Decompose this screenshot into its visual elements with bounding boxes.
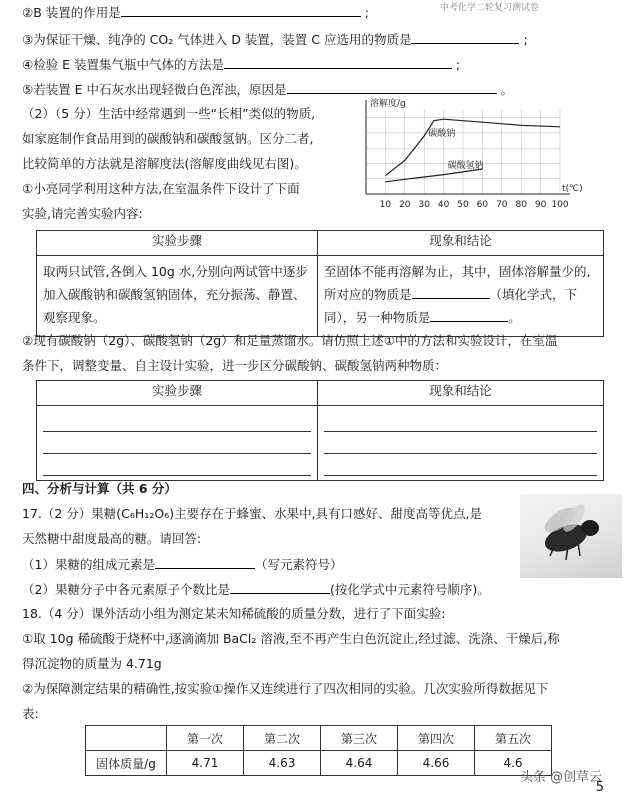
- results-cell: 至固体不能再溶解为止，其中，固体溶解量少的, 所对应的物质是 （填化学式，下 同），另一种物质是 。: [318, 256, 604, 337]
- x-tick-label: 80: [515, 200, 527, 210]
- x-tick-label: 10: [379, 200, 392, 210]
- q2-para-7: 条件下，调整变量、自主设计实验，进一步区分碳酸钠、碳酸氢钠两种物质：: [22, 358, 448, 373]
- q2-para-2: 如家庭制作食品用到的碳酸钠和碳酸氢钠。区分二者,: [22, 131, 314, 146]
- x-axis-label: t(℃): [562, 184, 583, 194]
- q2-para-1: （2）（5 分）生活中经常遇到一些“长相”类似的物质,: [22, 106, 316, 121]
- q2-para-3: 比较简单的方法就是溶解度法(溶解度曲线见右图)。: [22, 156, 307, 171]
- row-header: 固体质量/g: [86, 751, 167, 776]
- answer-blank[interactable]: [230, 581, 330, 594]
- steps-writing-area[interactable]: [37, 406, 318, 481]
- col-header: 第二次: [244, 726, 321, 751]
- formula-blank-2[interactable]: [430, 309, 508, 322]
- x-tick-label: 40: [437, 200, 450, 210]
- solubility-chart: [352, 98, 583, 214]
- section-4-title: 四、分析与计算（共 6 分）: [22, 481, 177, 496]
- col-header: 第三次: [321, 726, 398, 751]
- q1-line-5: ⑤若装置 E 中石灰水出现轻微白色浑浊，原因是 。: [22, 82, 514, 97]
- col-header: 第五次: [475, 726, 552, 751]
- q17-line-3: （1）果糖的组成元素是 （写元素符号）: [22, 557, 343, 572]
- q1-line-2: ②B 装置的作用是 ;: [22, 5, 369, 20]
- q1-line-3: ③为保证干燥、纯净的 CO₂ 气体进入 D 装置，装置 C 应选用的物质是 ;: [22, 32, 528, 47]
- corner-cell: [86, 726, 167, 751]
- q18-line-2: ①取 10g 稀硫酸于烧杯中,逐滴滴加 BaCl₂ 溶液,至不再产生白色沉淀止,经过滤、洗涤、干燥后,称: [22, 631, 560, 646]
- q17-line-4: （2）果糖分子中各元素原子个数比是 (按化学式中元素符号顺序)。: [22, 582, 490, 597]
- writing-line[interactable]: [324, 454, 597, 476]
- col-header-results: 现象和结论: [318, 231, 604, 256]
- page-number: 5: [595, 780, 604, 795]
- bee-icon: [520, 494, 622, 578]
- q2-para-4: ①小亮同学利用这种方法,在室温条件下设计了下面: [22, 181, 300, 196]
- x-tick-label: 90: [534, 200, 547, 210]
- q18-line-1: 18.（4 分）课外活动小组为测定某未知稀硫酸的质量分数，进行了下面实验:: [22, 606, 446, 621]
- writing-line[interactable]: [43, 454, 311, 476]
- data-table: [85, 725, 552, 776]
- value-cell: 4.64: [321, 751, 398, 776]
- col-header-steps: 实验步骤: [37, 381, 318, 406]
- q2-para-6: ②现有碳酸钠（2g）、碳酸氢钠（2g）和足量蒸馏水。请仿照上述①中的方法和实验设计，在室温: [22, 333, 558, 348]
- col-header: 第一次: [167, 726, 244, 751]
- writing-line[interactable]: [324, 432, 597, 454]
- col-header-results: 现象和结论: [318, 381, 604, 406]
- y-axis-label: 溶解度/g: [370, 99, 406, 109]
- q2-para-5: 实验,请完善实验内容:: [22, 206, 143, 221]
- answer-blank[interactable]: [411, 31, 519, 44]
- q17-line-2: 天然糖中甜度最高的糖。请回答:: [22, 531, 202, 546]
- q18-line-3: 得沉淀物的质量为 4.71g: [22, 656, 162, 671]
- answer-blank[interactable]: [121, 4, 361, 17]
- value-cell: 4.71: [167, 751, 244, 776]
- watermark: 头条 @创草云: [520, 770, 603, 785]
- x-tick-label: 30: [418, 200, 430, 210]
- value-cell: 4.63: [244, 751, 321, 776]
- col-header-steps: 实验步骤: [37, 231, 318, 256]
- steps-cell: 取两只试管,各倒入 10g 水,分别向两试管中逐步加入碳酸钠和碳酸氢钠固体，充分振荡、静置、观察现象。: [37, 256, 318, 337]
- x-tick-label: 100: [551, 200, 569, 210]
- value-cell: 4.6: [475, 751, 552, 776]
- q1-line-4: ④检验 E 装置集气瓶中气体的方法是 ;: [22, 57, 461, 72]
- x-tick-label: 50: [457, 200, 469, 210]
- x-tick-label: 60: [476, 200, 489, 210]
- writing-line[interactable]: [324, 410, 597, 432]
- q17-line-1: 17.（2 分）果糖(C₆H₁₂O₆)主要存在于蜂蜜、水果中,具有口感好、甜度高等优点,是: [22, 506, 483, 521]
- experiment-table-2: [36, 380, 604, 481]
- q18-line-4: ②为保障测定结果的精确性,按实验①操作又连续进行了四次相同的实验。几次实验所得数据见下: [22, 681, 549, 696]
- x-tick-label: 20: [399, 200, 411, 210]
- experiment-table-1: [36, 230, 604, 337]
- header-fragment: 中考化学二轮复习测试卷: [440, 3, 540, 13]
- series-label-0: 碳酸钠: [428, 128, 456, 139]
- answer-blank[interactable]: [287, 81, 497, 94]
- answer-blank[interactable]: [224, 56, 452, 69]
- series-label-1: 碳酸氢钠: [447, 161, 484, 172]
- value-cell: 4.66: [398, 751, 475, 776]
- formula-blank-1[interactable]: [412, 286, 490, 299]
- results-writing-area[interactable]: [318, 406, 604, 481]
- x-tick-label: 70: [496, 200, 508, 210]
- writing-line[interactable]: [43, 410, 311, 432]
- q18-line-5: 表:: [22, 706, 39, 721]
- writing-line[interactable]: [43, 432, 311, 454]
- answer-blank[interactable]: [155, 556, 255, 569]
- col-header: 第四次: [398, 726, 475, 751]
- bee-photo: [520, 494, 622, 578]
